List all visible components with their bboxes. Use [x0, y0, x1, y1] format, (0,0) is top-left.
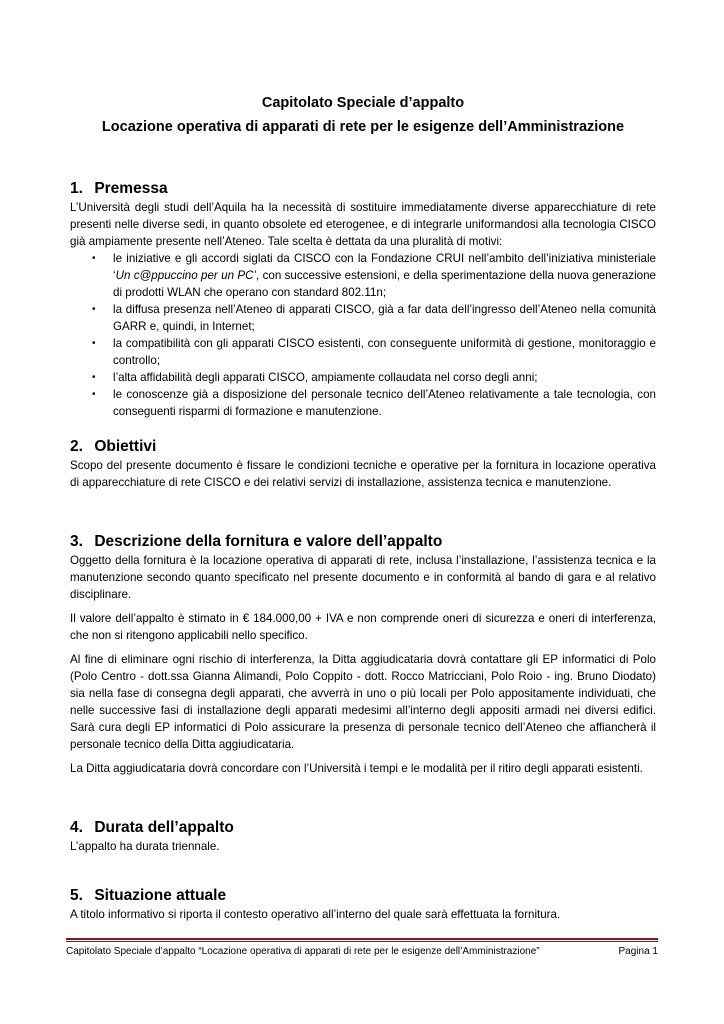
document-page [70, 94, 656, 136]
bullet-icon: • [92, 253, 96, 264]
section-heading: 2. Obiettivi [70, 438, 157, 455]
section-descrizione [70, 532, 656, 777]
section-paragraph: L’Università degli studi dell’Aquila ha la necessità di sostituire immediatamente diverse apparecchiature di rete presenti nelle diverse sedi, in quanto obsolete ed eterogenee, e di integrarle uniformandosi alla tecnologia CISCO già ampiamente presente nell’Ateneo. Tale scelta è dettata da una pluralità di motivi: [70, 201, 656, 248]
bullet-icon: • [92, 389, 96, 400]
section-paragraph: L’appalto ha durata triennale. [70, 840, 220, 853]
footer-title: Capitolato Speciale d’appalto “Locazione operativa di apparati di rete per le esigenze dell’Amministrazione” [66, 946, 540, 957]
page-number: Pagina 1 [618, 946, 658, 957]
bullet-icon: • [92, 372, 96, 383]
section-heading: 3. Descrizione della fornitura e valore dell’appalto [70, 533, 443, 550]
section-obiettivi [70, 437, 656, 491]
section-situazione [70, 886, 656, 923]
list-item: • la diffusa presenza nell’Ateneo di apparati CISCO, già a far data dell’ingresso dell’Ateneo nella comunità GARR e, quindi, in Internet; [92, 303, 656, 333]
section-premessa [70, 179, 656, 420]
section-heading: 4. Durata dell’appalto [70, 819, 234, 836]
section-paragraph: Il valore dell’appalto è stimato in € 184.000,00 + IVA e non comprende oneri di sicurezza e oneri di interferenza, che non si ritengono applicabili nello specifico. [70, 612, 656, 642]
list-item: • le conoscenze già a disposizione del personale tecnico dell’Ateneo relativamente a tale tecnologia, con conseguenti risparmi di formazione e manutenzione. [92, 388, 656, 418]
section-paragraph: Oggetto della fornitura è la locazione operativa di apparati di rete, inclusa l’installazione, l’assistenza tecnica e la manutenzione secondo quanto specificato nel presente documento e in conformità al bando di gara e al relativo disciplinare. [70, 554, 656, 601]
section-heading: 5. Situazione attuale [70, 887, 227, 904]
footer-rule [66, 938, 658, 940]
list-item: • l’alta affidabilità degli apparati CISCO, ampiamente collaudata nel corso degli anni; [92, 371, 538, 384]
bullet-icon: • [92, 338, 96, 349]
section-paragraph: La Ditta aggiudicataria dovrà concordare con l’Università i tempi e le modalità per il ritiro degli apparati esistenti. [70, 762, 643, 775]
section-paragraph: Scopo del presente documento è fissare le condizioni tecniche e operative per la fornitura in locazione operativa di apparecchiature di rete CISCO e dei relativi servizi di installazione, assistenza tecnica e manutenzione. [70, 459, 656, 489]
section-heading: 1. Premessa [70, 180, 168, 197]
page-footer [66, 945, 658, 959]
bullet-icon: • [92, 304, 96, 315]
section-paragraph: A titolo informativo si riporta il contesto operativo all’interno del quale sarà effettuata la fornitura. [70, 908, 561, 921]
section-paragraph: Al fine di eliminare ogni rischio di interferenza, la Ditta aggiudicataria dovrà contattare gli EP informatici di Polo (Polo Centro - dott.ssa Gianna Alimandi, Polo Coppito - dott. Rocco Matricciani, Polo Roio - ing. Bruno Diodato) sia nella fase di consegna degli apparati, che avverrà in uno o più locali per Polo appositamente individuati, che nelle successive fasi di installazione degli apparati medesimi all’interno degli appositi armadi nei diversi edifici. Sarà cura degli EP informatici di Polo assicurare la presenza di personale tecnico dell’Ateneo che affiancherà il personale tecnico della Ditta aggiudicataria. [70, 653, 656, 751]
list-item: • la compatibilità con gli apparati CISCO esistenti, con conseguente uniformità di gestione, monitoraggio e controllo; [92, 337, 656, 367]
document-title: Capitolato Speciale d’appalto [261, 95, 465, 111]
list-item: • le iniziative e gli accordi siglati da CISCO con la Fondazione CRUI nell’ambito dell’iniziativa ministeriale ‘Un c@ppuccino per un PC’, con successive estensioni, e della sperimentazione della nuova generazione di prodotti WLAN che operano con standard 802.11n; [92, 252, 656, 299]
footer-rule [66, 941, 658, 942]
document-subtitle: Locazione operativa di apparati di rete per le esigenze dell’Amministrazione [101, 119, 625, 135]
bullet-list [70, 250, 656, 420]
section-durata [70, 818, 656, 855]
